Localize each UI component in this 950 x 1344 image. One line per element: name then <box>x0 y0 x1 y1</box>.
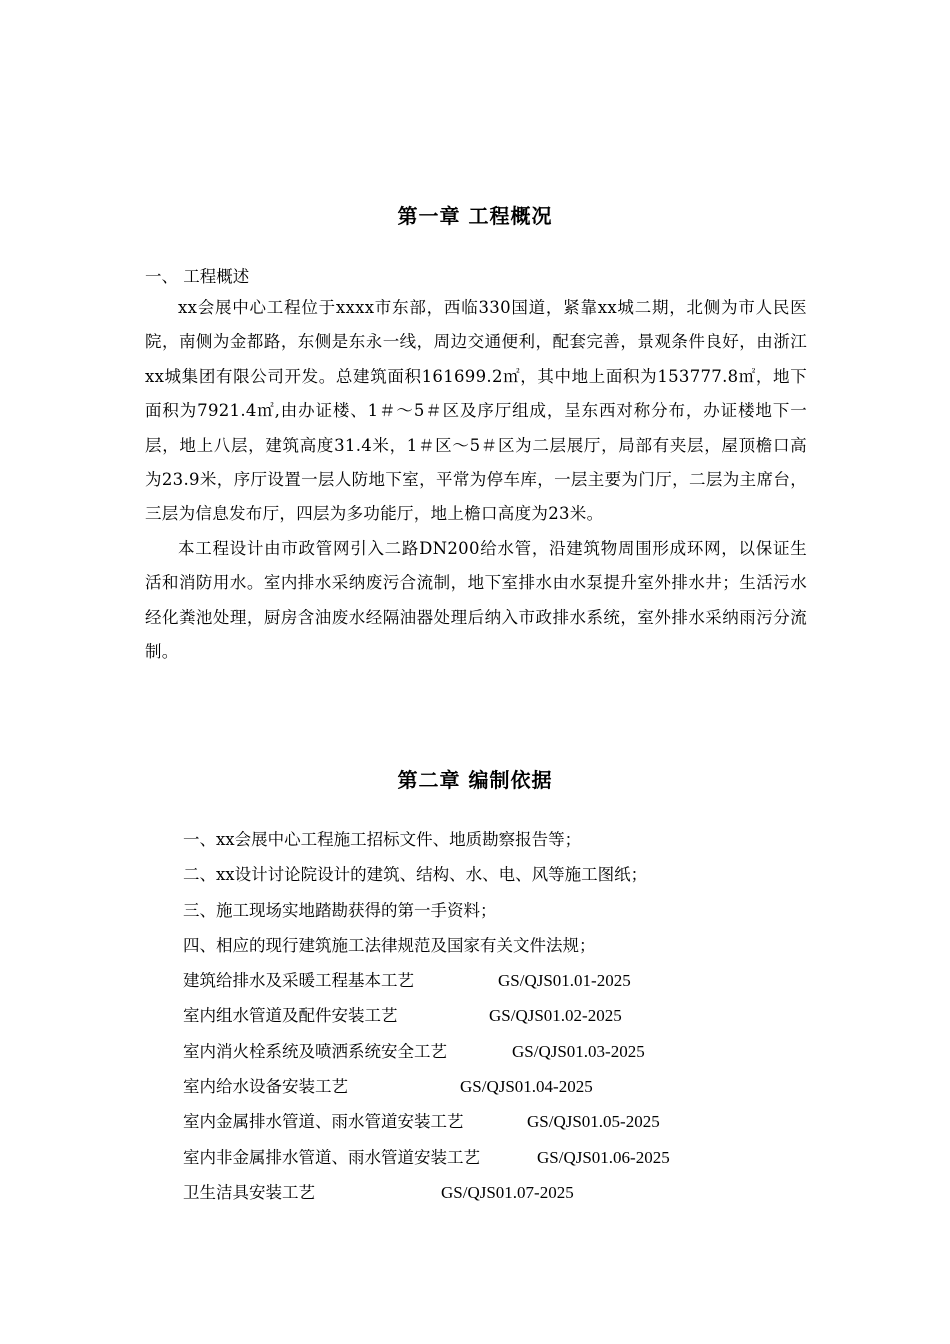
standard-row <box>183 1104 660 1139</box>
chapter-1-title: 第一章 工程概况 <box>397 204 553 228</box>
section-heading-overview: 一、 工程概述 <box>145 267 250 286</box>
overview-body <box>145 291 807 669</box>
standard-code: GS/QJS01.05-2025 <box>527 1112 660 1132</box>
basis-item: 二、xx设计讨论院设计的建筑、结构、水、电、风等施工图纸； <box>183 865 648 885</box>
standard-row <box>183 1175 647 1210</box>
standard-name: 室内非金属排水管道、雨水管道安装工艺 <box>183 1147 480 1167</box>
standard-name: 建筑给排水及采暖工程基本工艺 <box>183 971 414 991</box>
standard-row <box>183 1069 647 1104</box>
overview-paragraph-2: 本工程设计由市政管网引入二路DN200给水管，沿建筑物周围形成环网，以保证生活和消防用水。室内排水采纳废污合流制，地下室排水由水泵提升室外排水井；生活污水经化粪池处理，厨房含油废水经隔油器处理后纳入市政排水系统，室外排水采纳雨污分流制。 <box>145 538 807 662</box>
standard-name: 卫生洁具安装工艺 <box>183 1182 315 1202</box>
standard-name: 室内金属排水管道、雨水管道安装工艺 <box>183 1112 464 1132</box>
standard-name: 室内给水设备安装工艺 <box>183 1077 348 1097</box>
basis-item: 一、xx会展中心工程施工招标文件、地质勘察报告等； <box>183 830 582 849</box>
standard-code: GS/QJS01.02-2025 <box>489 1006 622 1026</box>
standard-row <box>183 1140 670 1175</box>
standard-name: 室内组水管道及配件安装工艺 <box>183 1006 398 1026</box>
standard-row <box>183 963 647 998</box>
standard-code: GS/QJS01.04-2025 <box>460 1077 593 1097</box>
basis-item: 四、相应的现行建筑施工法律规范及国家有关文件法规； <box>183 935 596 955</box>
basis-item: 三、施工现场实地踏勘获得的第一手资料； <box>183 900 497 920</box>
standard-row <box>183 998 647 1033</box>
standard-code: GS/QJS01.01-2025 <box>498 971 631 991</box>
standard-code: GS/QJS01.03-2025 <box>512 1041 645 1061</box>
basis-list <box>183 822 670 1210</box>
standard-name: 室内消火栓系统及喷洒系统安全工艺 <box>183 1041 447 1061</box>
standard-row <box>183 1034 647 1069</box>
standard-code: GS/QJS01.06-2025 <box>537 1147 670 1167</box>
overview-paragraph-1: xx会展中心工程位于xxxx市东部，西临330国道，紧靠xx城二期，北侧为市人民医院，南侧为金都路，东侧是东永一线，周边交通便利，配套完善，景观条件良好，由浙江xx城集团有限公司开发。总建筑面积161699.2㎡，其中地上面积为153777.8㎡，地下面积为7921.4㎡,由办证楼、1＃～5＃区及序厅组成，呈东西对称分布，办证楼地下一层，地上八层，建筑高度31.4米，1＃区～5＃区为二层展厅，局部有夹层，屋顶檐口高为23.9米，序厅设置一层人防地下室，平常为停车库，一层主要为门厅，二层为主席台，三层为信息发布厅，四层为多功能厅，地上檐口高度为23米。 <box>145 298 807 524</box>
standard-code: GS/QJS01.07-2025 <box>441 1182 574 1202</box>
chapter-2-title: 第二章 编制依据 <box>397 768 553 792</box>
